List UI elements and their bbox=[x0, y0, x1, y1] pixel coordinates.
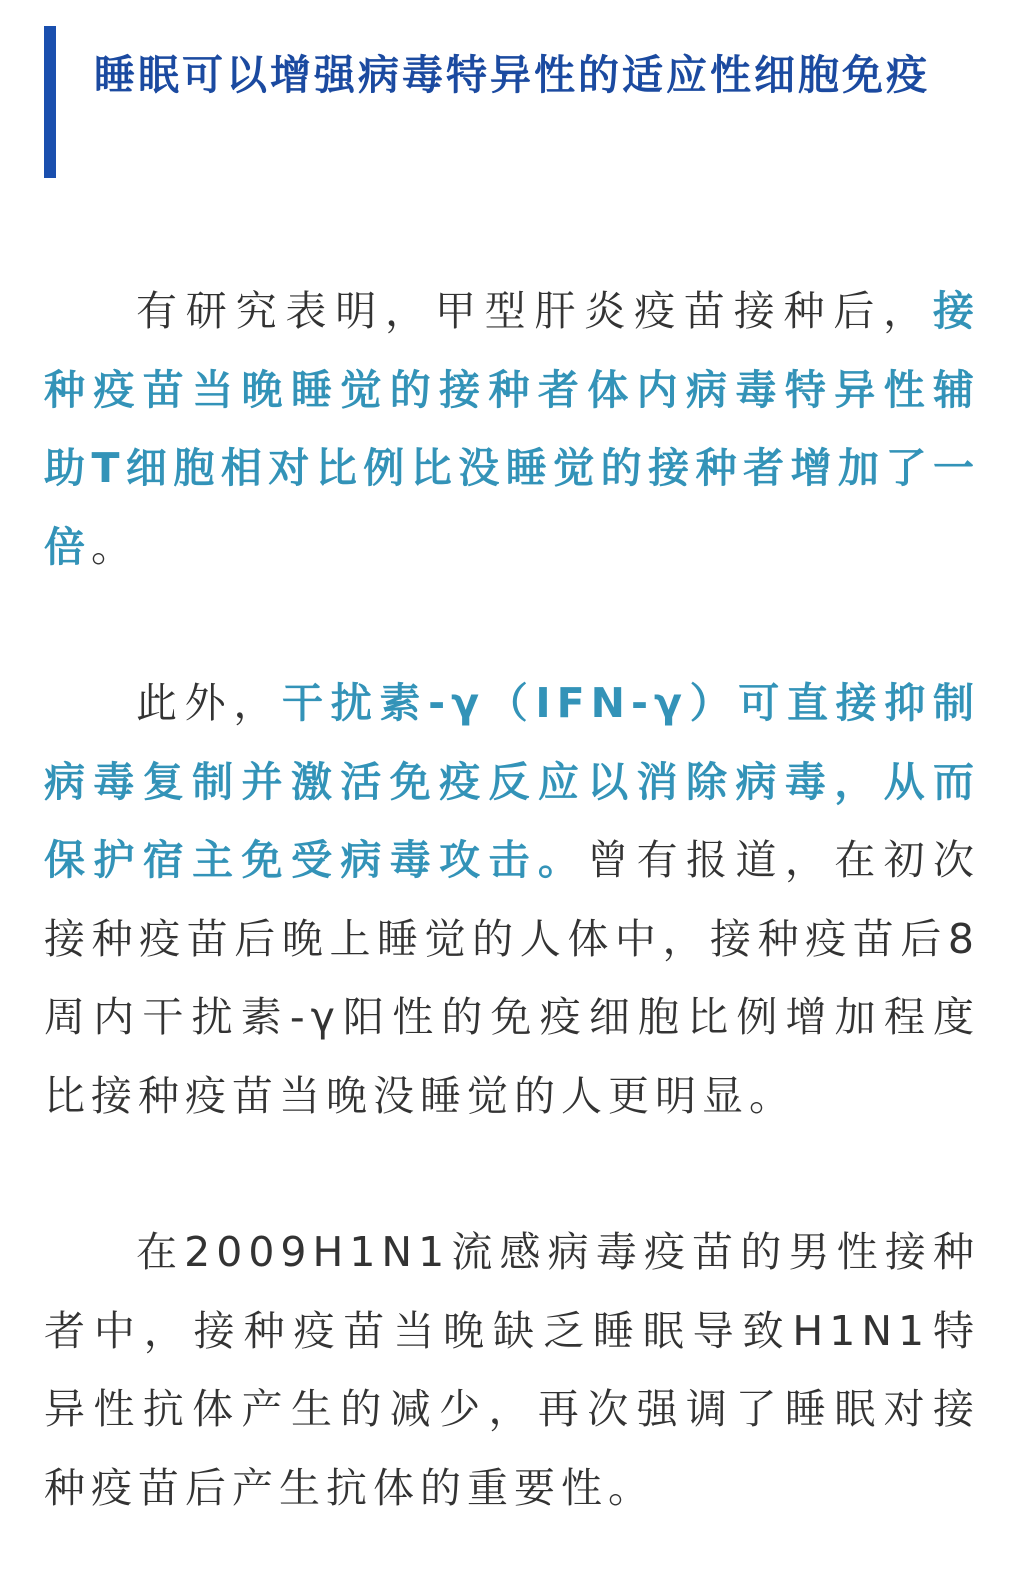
paragraph-hepatitis-a-study bbox=[44, 272, 980, 586]
paragraph-h1n1-vaccine bbox=[44, 1213, 980, 1527]
article-body bbox=[44, 272, 980, 1527]
paragraph-interferon-gamma bbox=[44, 664, 980, 1135]
paragraph-text: 曾有报道，在初次接种疫苗后晚上睡觉的人体中，接种疫苗后8周内干扰素-γ阳性的免疫细胞比例增加程度比接种疫苗当晚没睡觉的人更明显。 bbox=[44, 836, 981, 1120]
paragraph-text: 此外， bbox=[136, 679, 283, 727]
paragraph-text: 。 bbox=[91, 522, 138, 571]
highlighted-text: 接种疫苗当晚睡觉的接种者体内病毒特异性辅助T细胞相对比例比没睡觉的接种者增加了一倍 bbox=[44, 287, 980, 571]
paragraph-text: 在2009H1N1流感病毒疫苗的男性接种者中，接种疫苗当晚缺乏睡眠导致H1N1特异性抗体产生的减少，再次强调了睡眠对接种疫苗后产生抗体的重要性。 bbox=[44, 1228, 980, 1512]
paragraph-text: 有研究表明，甲型肝炎疫苗接种后， bbox=[136, 287, 933, 335]
highlighted-text: 干扰素-γ（IFN-γ）可直接抑制病毒复制并激活免疫反应以消除病毒，从而保护宿主免受病毒攻击。 bbox=[44, 679, 980, 884]
section-heading bbox=[44, 26, 984, 178]
section-title: 睡眠可以增强病毒特异性的适应性细胞免疫 bbox=[94, 51, 930, 99]
